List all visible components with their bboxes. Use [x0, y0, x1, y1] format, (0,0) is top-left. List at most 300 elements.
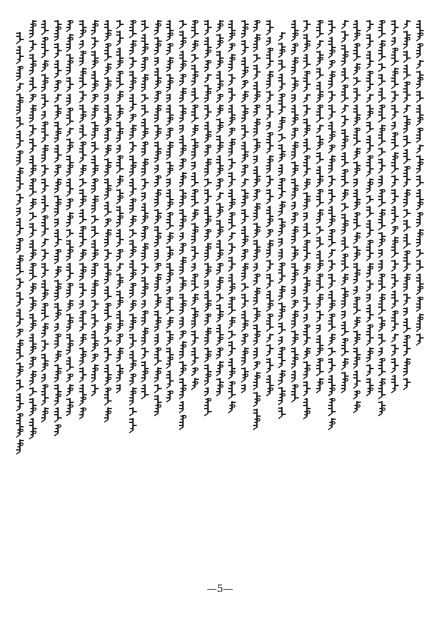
word	[366, 195, 374, 204]
word	[191, 20, 199, 38]
word	[79, 226, 87, 247]
word	[141, 243, 149, 261]
word	[366, 71, 374, 92]
word	[304, 118, 312, 136]
word	[104, 218, 111, 227]
word	[67, 300, 74, 312]
word	[391, 290, 399, 308]
word	[403, 65, 411, 80]
word	[129, 114, 136, 123]
word	[42, 60, 49, 72]
word	[191, 125, 198, 137]
word	[116, 155, 124, 173]
word	[141, 34, 149, 55]
text-column	[227, 18, 237, 546]
word	[266, 358, 274, 373]
word	[54, 266, 61, 278]
word	[254, 34, 262, 52]
word	[391, 189, 399, 204]
word	[154, 125, 162, 140]
word	[366, 240, 374, 261]
word	[229, 20, 237, 41]
column-glyphs	[78, 18, 88, 546]
word	[216, 51, 224, 69]
word	[378, 334, 386, 346]
word	[191, 294, 198, 306]
word	[403, 274, 411, 292]
word	[29, 370, 37, 385]
word	[116, 274, 124, 289]
word	[66, 54, 74, 75]
word	[141, 310, 148, 325]
text-column	[78, 18, 88, 546]
word	[316, 20, 324, 38]
word	[304, 20, 312, 32]
word	[29, 94, 36, 103]
word	[204, 105, 212, 120]
word	[279, 43, 287, 58]
word	[216, 178, 223, 190]
word	[91, 263, 98, 278]
word	[166, 161, 174, 176]
word	[129, 40, 137, 55]
word	[291, 20, 299, 41]
word	[116, 189, 124, 204]
word	[66, 263, 74, 281]
column-glyphs	[128, 18, 138, 546]
word	[29, 105, 37, 123]
word	[204, 347, 212, 362]
word	[179, 105, 187, 123]
word	[254, 223, 262, 238]
word	[129, 20, 137, 38]
word	[416, 128, 423, 143]
word	[316, 209, 324, 224]
word	[291, 263, 299, 284]
word	[403, 378, 411, 390]
word	[91, 155, 99, 176]
word	[241, 226, 249, 247]
word	[29, 223, 37, 238]
word	[91, 364, 99, 382]
word	[254, 138, 262, 153]
word	[141, 347, 149, 359]
word	[266, 155, 274, 173]
word	[266, 274, 274, 289]
word	[378, 88, 386, 103]
word	[67, 384, 74, 396]
word	[354, 77, 362, 86]
word	[116, 290, 124, 308]
word	[354, 43, 362, 61]
word	[204, 280, 209, 289]
word	[378, 158, 386, 173]
word	[104, 105, 112, 126]
word	[416, 297, 423, 312]
word	[79, 384, 87, 405]
word	[404, 20, 411, 29]
word	[266, 121, 271, 130]
word	[316, 335, 324, 356]
word	[166, 263, 174, 284]
word	[66, 229, 74, 238]
word	[366, 105, 374, 120]
word	[54, 407, 62, 422]
word	[216, 304, 224, 322]
word	[341, 152, 349, 167]
word	[117, 175, 124, 187]
word	[266, 175, 274, 187]
word	[166, 347, 174, 368]
word	[91, 215, 99, 224]
mongolian-vertical-text-block	[14, 18, 426, 546]
word	[316, 237, 324, 249]
word	[391, 334, 398, 343]
word	[341, 105, 348, 114]
word	[329, 175, 337, 187]
word	[54, 145, 62, 163]
word	[266, 334, 273, 343]
word	[104, 63, 111, 75]
word	[216, 192, 223, 201]
word	[16, 362, 24, 377]
word	[279, 238, 284, 247]
word	[316, 166, 324, 187]
word	[54, 249, 61, 264]
word	[316, 68, 324, 80]
word	[29, 125, 37, 137]
word	[291, 178, 299, 199]
word	[341, 68, 349, 83]
word	[341, 321, 349, 336]
text-column	[252, 18, 262, 546]
word	[341, 115, 349, 127]
word	[316, 152, 324, 164]
word	[354, 263, 362, 284]
word	[166, 390, 173, 402]
word	[154, 141, 162, 162]
word	[391, 68, 399, 89]
word	[166, 330, 174, 345]
word	[329, 260, 337, 272]
word	[378, 189, 386, 207]
word	[116, 31, 124, 46]
word	[391, 237, 399, 258]
word	[341, 45, 349, 66]
word	[403, 166, 411, 187]
word	[329, 229, 337, 247]
word	[104, 77, 112, 92]
word	[378, 260, 383, 272]
word	[41, 323, 49, 338]
word	[354, 161, 362, 176]
word	[304, 314, 309, 323]
word	[241, 57, 249, 78]
word	[29, 263, 37, 281]
word	[366, 51, 374, 69]
word	[166, 57, 174, 72]
word	[304, 34, 312, 52]
word	[378, 125, 386, 146]
text-column	[178, 18, 188, 546]
word	[391, 91, 399, 103]
word	[291, 330, 299, 345]
word	[416, 260, 424, 272]
word	[216, 361, 224, 376]
word	[204, 60, 211, 72]
word	[254, 54, 262, 63]
word	[66, 398, 74, 416]
word	[41, 145, 49, 163]
word	[279, 73, 287, 91]
word	[378, 401, 386, 416]
word	[16, 238, 23, 253]
word	[229, 54, 237, 72]
word	[104, 364, 112, 385]
word	[179, 172, 187, 187]
word	[42, 238, 49, 247]
word	[291, 161, 299, 176]
word	[79, 178, 87, 187]
word	[54, 165, 61, 177]
word	[366, 155, 374, 176]
word	[229, 158, 237, 170]
word	[316, 51, 324, 66]
column-glyphs	[153, 18, 163, 546]
word	[204, 243, 212, 261]
word	[154, 105, 162, 123]
word	[329, 206, 337, 227]
word	[241, 40, 249, 55]
word	[229, 128, 236, 137]
word	[378, 175, 383, 187]
word	[179, 209, 187, 230]
word	[354, 401, 361, 413]
word	[129, 300, 136, 312]
text-column	[415, 18, 425, 546]
word	[191, 223, 199, 244]
word	[403, 234, 411, 249]
word	[116, 48, 124, 69]
word	[29, 398, 37, 416]
word	[216, 135, 224, 153]
word	[141, 226, 148, 241]
word	[241, 165, 248, 177]
text-column	[365, 18, 375, 546]
word	[329, 398, 337, 416]
word	[378, 148, 386, 157]
column-glyphs	[90, 18, 100, 546]
word	[116, 71, 124, 89]
word	[116, 229, 124, 247]
word	[104, 387, 112, 405]
word	[129, 71, 137, 92]
word	[92, 354, 99, 363]
word	[91, 141, 99, 153]
word	[216, 240, 224, 261]
word	[354, 297, 362, 315]
word	[79, 40, 84, 49]
word	[354, 178, 359, 187]
text-column	[315, 18, 325, 546]
column-glyphs	[115, 18, 125, 546]
word	[154, 20, 162, 35]
word	[191, 367, 198, 376]
word	[291, 105, 299, 126]
word	[403, 335, 411, 356]
word	[79, 283, 87, 298]
word	[329, 121, 337, 142]
word	[366, 121, 374, 133]
word	[316, 358, 324, 376]
word	[54, 334, 61, 349]
word	[166, 246, 174, 261]
word	[204, 229, 211, 241]
word	[366, 324, 374, 345]
word	[166, 189, 174, 210]
word	[91, 280, 99, 298]
word	[41, 263, 49, 278]
text-column	[103, 18, 113, 546]
word	[129, 418, 137, 433]
word	[141, 105, 149, 117]
word	[391, 375, 399, 393]
word	[116, 121, 124, 142]
word	[166, 141, 174, 159]
word	[129, 229, 137, 238]
word	[291, 384, 299, 402]
word	[378, 74, 386, 86]
word	[129, 215, 136, 227]
word	[91, 330, 99, 351]
word	[141, 263, 149, 275]
word	[166, 128, 173, 140]
word	[154, 310, 162, 331]
word	[266, 37, 271, 46]
text-column	[128, 18, 138, 546]
text-column	[352, 18, 362, 546]
word	[41, 280, 49, 301]
word	[241, 334, 248, 346]
word	[254, 118, 262, 136]
word	[241, 125, 249, 140]
word	[129, 387, 137, 405]
word	[92, 94, 99, 103]
word	[166, 317, 173, 329]
word	[54, 60, 62, 78]
word	[378, 20, 386, 38]
word	[216, 94, 223, 103]
word	[129, 334, 137, 349]
word	[378, 63, 386, 72]
word	[329, 347, 337, 356]
word	[254, 347, 259, 359]
word	[129, 57, 137, 69]
word	[79, 20, 87, 38]
word	[154, 274, 162, 292]
word	[91, 240, 99, 261]
word	[141, 94, 149, 103]
word	[54, 424, 61, 436]
word	[41, 20, 49, 35]
word	[41, 384, 49, 405]
word	[141, 300, 146, 309]
word	[91, 20, 99, 35]
word	[304, 398, 312, 419]
text-column	[277, 18, 287, 546]
word	[66, 212, 74, 227]
word	[66, 138, 74, 153]
word	[378, 358, 386, 376]
word	[29, 283, 36, 295]
word	[291, 94, 296, 103]
word	[29, 314, 37, 332]
word	[229, 297, 237, 315]
word	[91, 384, 99, 396]
word	[304, 54, 312, 69]
word	[204, 206, 212, 227]
word	[16, 255, 24, 276]
word	[403, 31, 411, 49]
word	[266, 132, 274, 153]
word	[54, 303, 62, 321]
word	[404, 105, 411, 114]
word	[116, 384, 121, 393]
word	[204, 178, 212, 187]
word	[316, 226, 324, 235]
word	[204, 20, 212, 35]
word	[104, 323, 111, 335]
word	[329, 290, 337, 311]
text-column	[115, 18, 125, 546]
word	[366, 94, 373, 103]
word	[304, 71, 312, 92]
word	[41, 74, 49, 92]
word	[141, 20, 149, 32]
word	[41, 121, 49, 142]
word	[41, 374, 46, 383]
text-column	[203, 18, 213, 546]
word	[91, 178, 98, 193]
word	[403, 307, 408, 316]
word	[279, 144, 287, 162]
word	[116, 334, 123, 346]
word	[329, 375, 337, 396]
word	[216, 220, 224, 238]
word	[41, 303, 49, 321]
word	[17, 329, 24, 338]
word	[79, 263, 87, 281]
word	[216, 71, 224, 92]
word	[391, 310, 399, 331]
word	[166, 286, 171, 295]
word	[179, 317, 184, 329]
word	[29, 40, 37, 52]
column-glyphs	[415, 18, 425, 546]
word	[304, 155, 312, 176]
word	[104, 178, 112, 199]
word	[329, 249, 336, 258]
word	[104, 229, 112, 247]
word	[341, 237, 349, 252]
word	[116, 206, 124, 227]
word	[179, 74, 186, 86]
word	[54, 384, 62, 405]
word	[279, 336, 284, 345]
word	[416, 145, 423, 154]
word	[241, 178, 248, 187]
word	[354, 390, 361, 399]
